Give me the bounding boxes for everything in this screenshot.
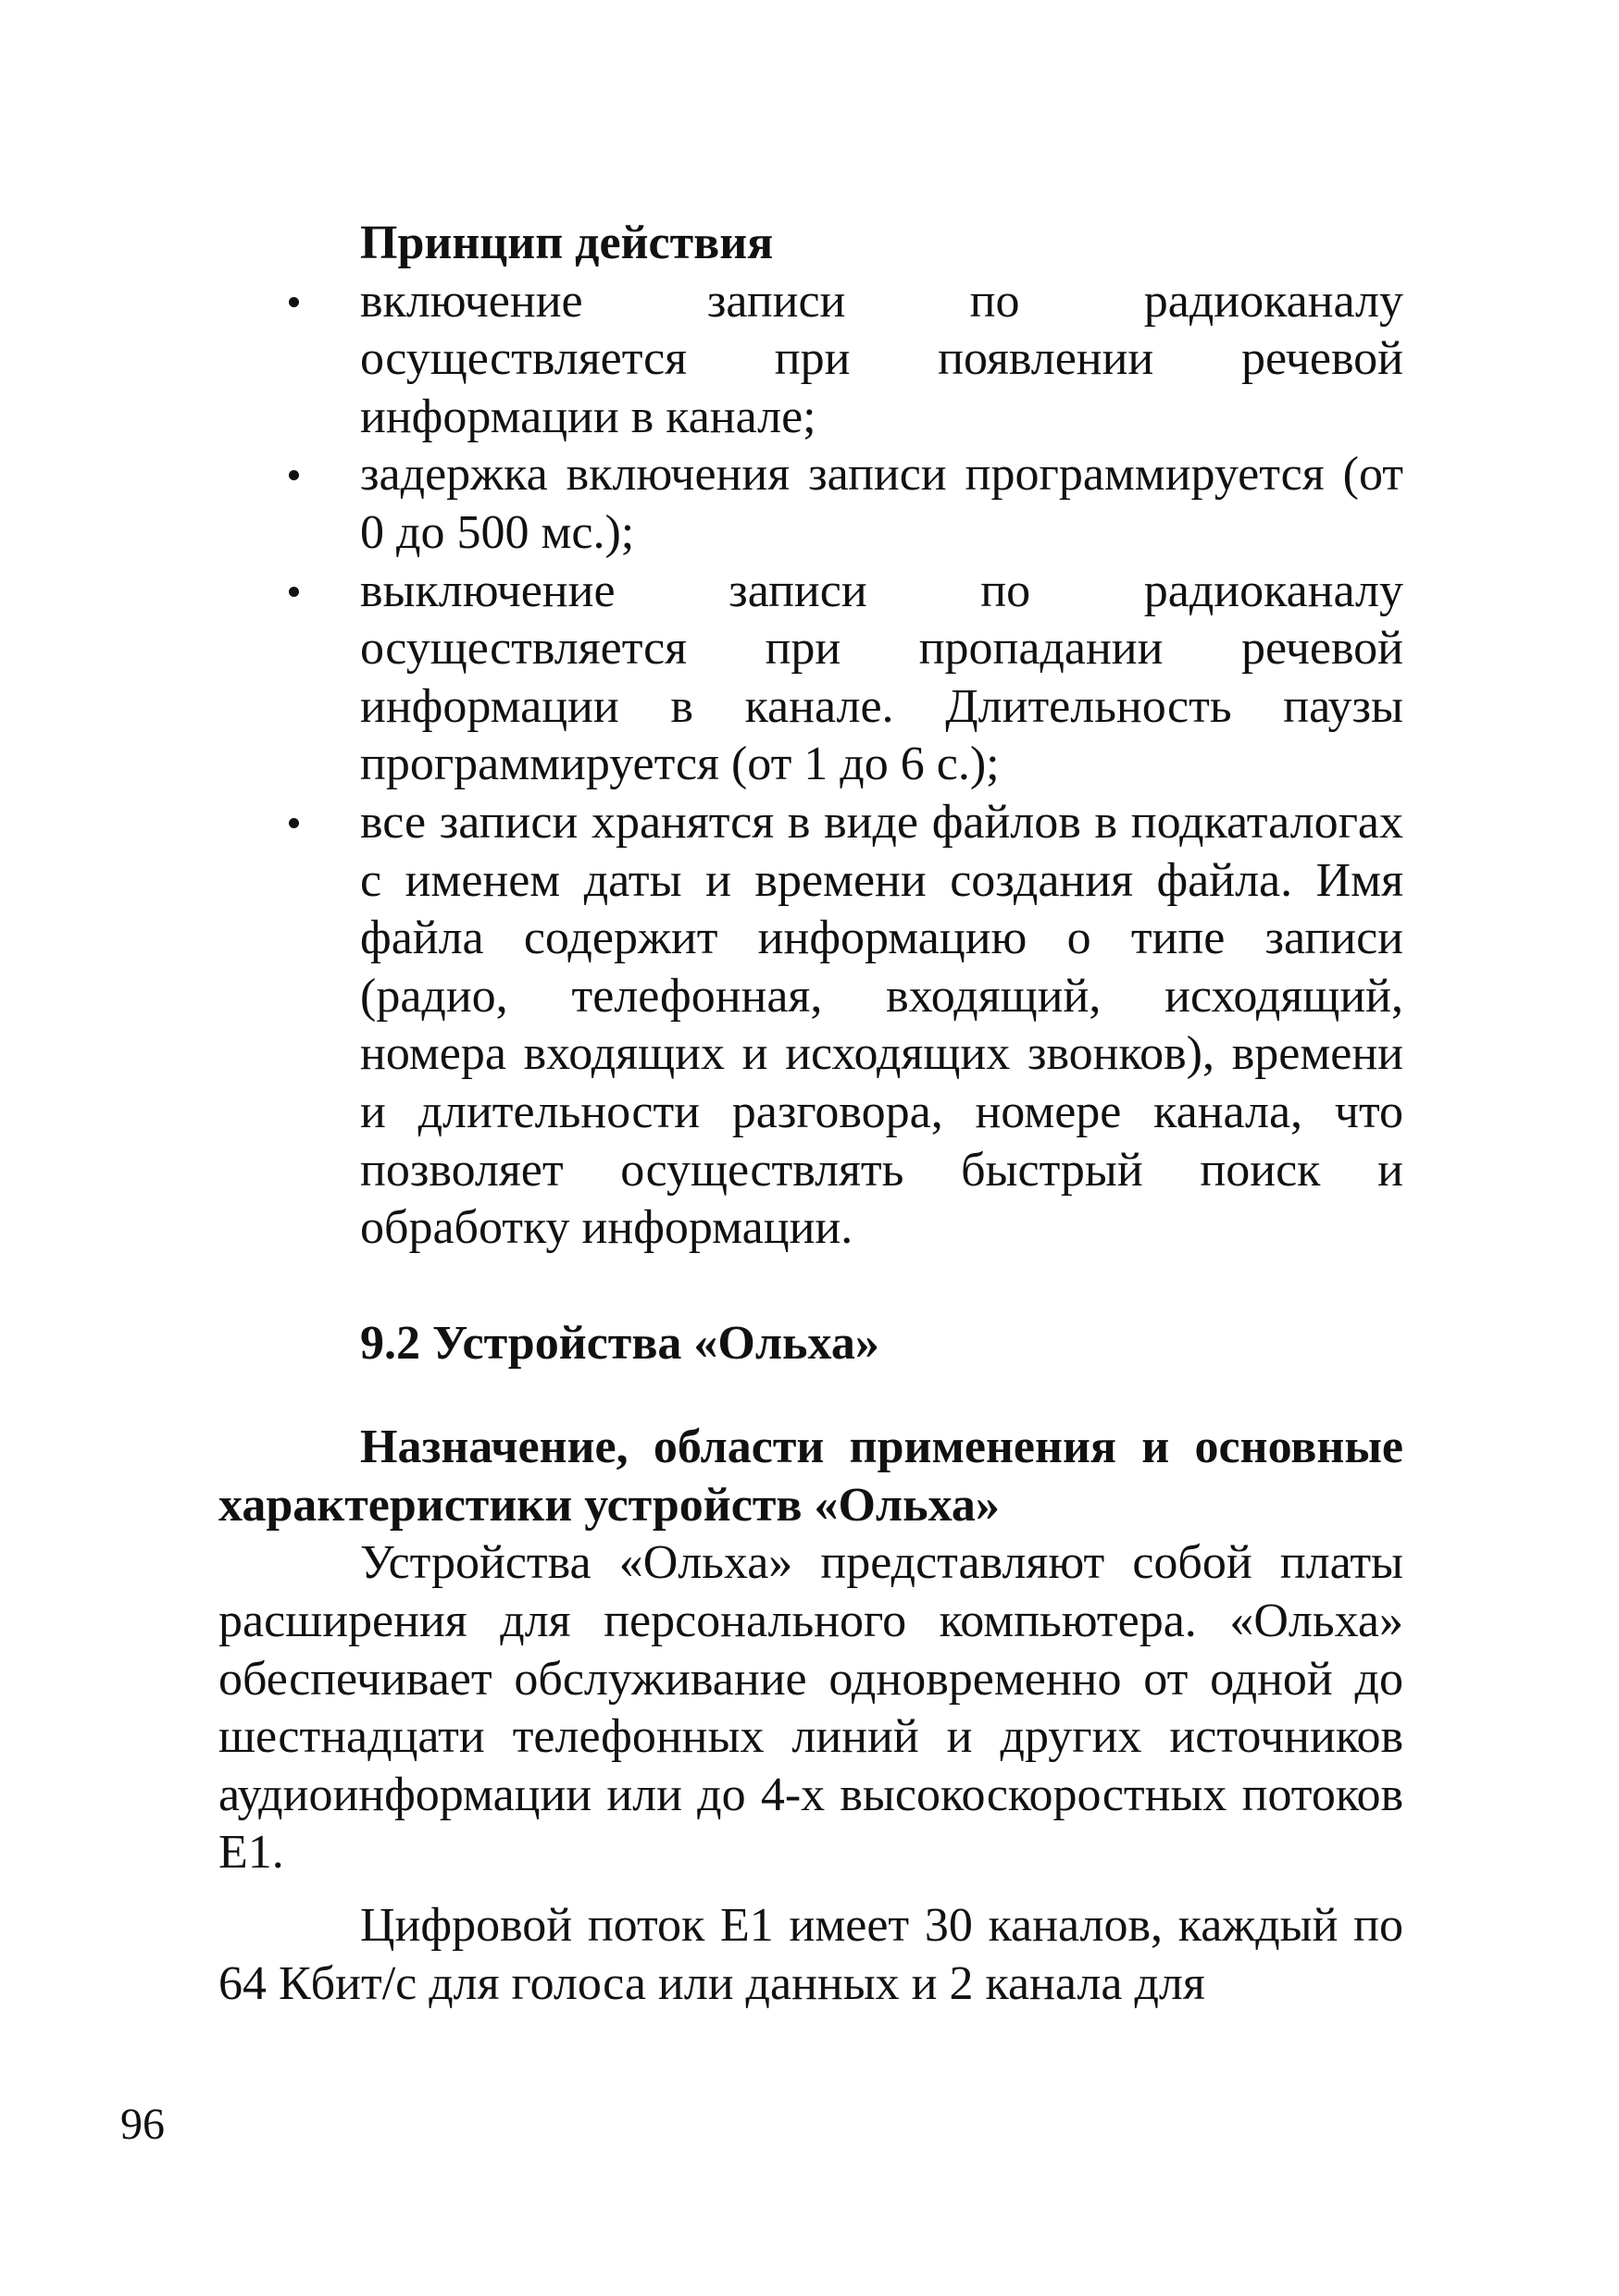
list-item xyxy=(218,273,1403,447)
body-paragraph: Устройства «Ольха» представляют собой платы расширения для персонального компьютера. «Ольха» обеспечивает обслуживание одновременно от одной до шестнадцати телефонных линий и других источников аудиоинформации или до 4-х высокоскоростных потоков Е1. xyxy=(218,1536,1403,1880)
bullet-icon xyxy=(289,587,299,597)
bullet-icon xyxy=(289,297,299,307)
body-paragraph: Цифровой поток Е1 имеет 30 каналов, каждый по 64 Кбит/с для голоса или данных и 2 канала для xyxy=(218,1899,1403,2010)
page-number: 96 xyxy=(120,2100,165,2149)
list-item-text: включение записи по радиоканалу осуществляется при появлении речевой информации в канале; xyxy=(360,274,1403,443)
list-item-text: все записи хранятся в виде файлов в подкаталогах с именем даты и времени создания файла. Имя файла содержит информацию о типе записи (радио, телефонная, входящий, исходящий, номера входящих и исходящих звонков), времени и длительности разговора, номере канала, что позволяет осуществлять быстрый поиск и обработку информации. xyxy=(360,795,1403,1255)
list-item-text: задержка включения записи программируется (от 0 до 500 мс.); xyxy=(360,448,1403,559)
section-heading: Принцип действия xyxy=(360,217,774,269)
bullet-list xyxy=(218,273,1403,1258)
bullet-icon xyxy=(289,470,299,480)
list-item-text: выключение записи по радиоканалу осуществляется при пропадании речевой информации в канале. Длительность паузы программируется (от 1 до 6 с.); xyxy=(360,564,1403,791)
list-item xyxy=(218,794,1403,1258)
section-title: 9.2 Устройства «Ольха» xyxy=(360,1316,879,1370)
page-content xyxy=(218,215,1403,2013)
bullet-icon xyxy=(289,818,299,828)
list-item xyxy=(218,563,1403,794)
subsection-title: Назначение, области применения и основные характеристики устройств «Ольха» xyxy=(218,1421,1403,1532)
list-item xyxy=(218,446,1403,562)
